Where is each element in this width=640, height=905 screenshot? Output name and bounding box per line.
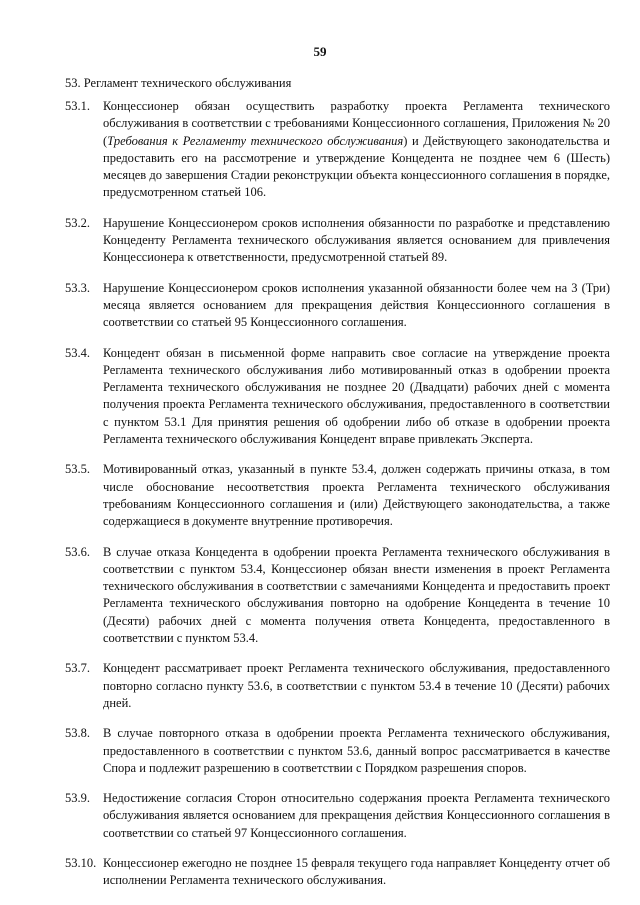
clause-text — [103, 98, 610, 202]
section-heading: 53. Регламент технического обслуживания — [65, 76, 292, 90]
clause-text: Мотивированный отказ, указанный в пункте 53.4, должен содержать причины отказа, в том числе обоснование несоответствия проекта Регламента технического обслуживания требованиям Концессионного соглашения и (или) Действующего законодательства, а также содержащиеся в документе внутренние противоречия. — [103, 462, 610, 529]
clause-text: Нарушение Концессионером сроков исполнения обязанности по разработке и представлению Концеденту Регламента технического обслуживания является основанием для привлечения Концессионера к ответственности, предусмотренной статьей 89. — [103, 215, 610, 265]
clause-53-9 — [65, 790, 610, 842]
clause-text-part: Концессионер обязан осуществить разработку проекта Регламента технического обслуживания в соответствии с требованиями Концессионного соглашения, Приложения № 20 ( — [103, 99, 610, 148]
page-number: 59 — [313, 44, 327, 59]
clause-number: 53.8. — [65, 726, 90, 741]
clause-number: 53.3. — [65, 280, 90, 295]
clause-53-5 — [65, 461, 610, 530]
clause-number: 53.6. — [65, 544, 90, 559]
clause-53-2 — [65, 215, 610, 267]
clause-number: 53.2. — [65, 215, 90, 230]
clause-53-1 — [65, 98, 610, 202]
clause-text: В случае повторного отказа в одобрении проекта Регламента технического обслуживания, предоставленного в соответствии с пунктом 53.6, данный вопрос рассматривается в качестве Спора и подлежит разрешению в соответствии с Порядком разрешения споров. — [103, 726, 610, 775]
clause-number: 53.5. — [65, 462, 90, 477]
clause-text: Нарушение Концессионером сроков исполнения указанной обязанности более чем на 3 (Три) месяца является основанием для прекращения действия Концессионного соглашения в соответствии со статьей 95 Концессионного соглашения. — [103, 280, 610, 330]
clause-number: 53.10. — [65, 855, 97, 870]
clause-53-4 — [65, 345, 610, 449]
clause-number: 53.9. — [65, 791, 90, 806]
clause-text: Концедент обязан в письменной форме направить свое согласие на утверждение проекта Регламента технического обслуживания либо мотивированный отказ в одобрении проекта Регламента технического обслуживания не позднее 20 (Двадцати) рабочих дней с момента получения проекта Регламента технического обслуживания, предоставленного в соответствии с пунктом 53.1 Для принятия решения об одобрении либо об отказе в одобрении проекта Регламента технического обслуживания Концедент вправе привлекать Эксперта. — [103, 345, 610, 447]
clause-53-6 — [65, 544, 610, 648]
clause-text-italic: Требования к Регламенту технического обслуживания — [107, 133, 404, 148]
clause-text: В случае отказа Концедента в одобрении проекта Регламента технического обслуживания в соответствии с пунктом 53.4, Концессионер обязан внести изменения в проект Регламента технического обслуживания в соответствии с замечаниями Концедента и предоставить проект Регламента технического обслуживания повторно на одобрение Концедента в течение 10 (Десяти) рабочих дней с момента получения ответа Концедента, предоставленного в соответствии с пунктом 53.4. — [103, 544, 610, 646]
clause-number: 53.4. — [65, 345, 90, 360]
clause-text-part: ) и Действующего законодательства и предоставить его на рассмотрение и утверждение Концедента не позднее чем 6 (Шесть) месяцев до завершения Стадии реконструкции объекта концессионного соглашения в порядке, предусмотренном статьей 106. — [103, 133, 610, 200]
clause-text: Недостижение согласия Сторон относительно содержания проекта Регламента технического обслуживания является основанием для прекращения действия Концессионного соглашения в соответствии со статьей 97 Концессионного соглашения. — [103, 791, 610, 840]
clause-53-3 — [65, 280, 610, 332]
clause-number: 53.7. — [65, 661, 90, 676]
clause-text: Концедент рассматривает проект Регламента технического обслуживания, предоставленного повторно согласно пункту 53.6, в соответствии с пунктом 53.4 в течение 10 (Десяти) рабочих дней. — [103, 661, 610, 710]
clause-53-10 — [65, 855, 610, 890]
clause-number: 53.1. — [65, 99, 90, 113]
clause-53-7 — [65, 660, 610, 712]
clause-text: Концессионер ежегодно не позднее 15 февраля текущего года направляет Концеденту отчет об исполнении Регламента технического обслуживания. — [103, 855, 610, 888]
clause-53-8 — [65, 725, 610, 777]
clause-list — [65, 98, 610, 903]
